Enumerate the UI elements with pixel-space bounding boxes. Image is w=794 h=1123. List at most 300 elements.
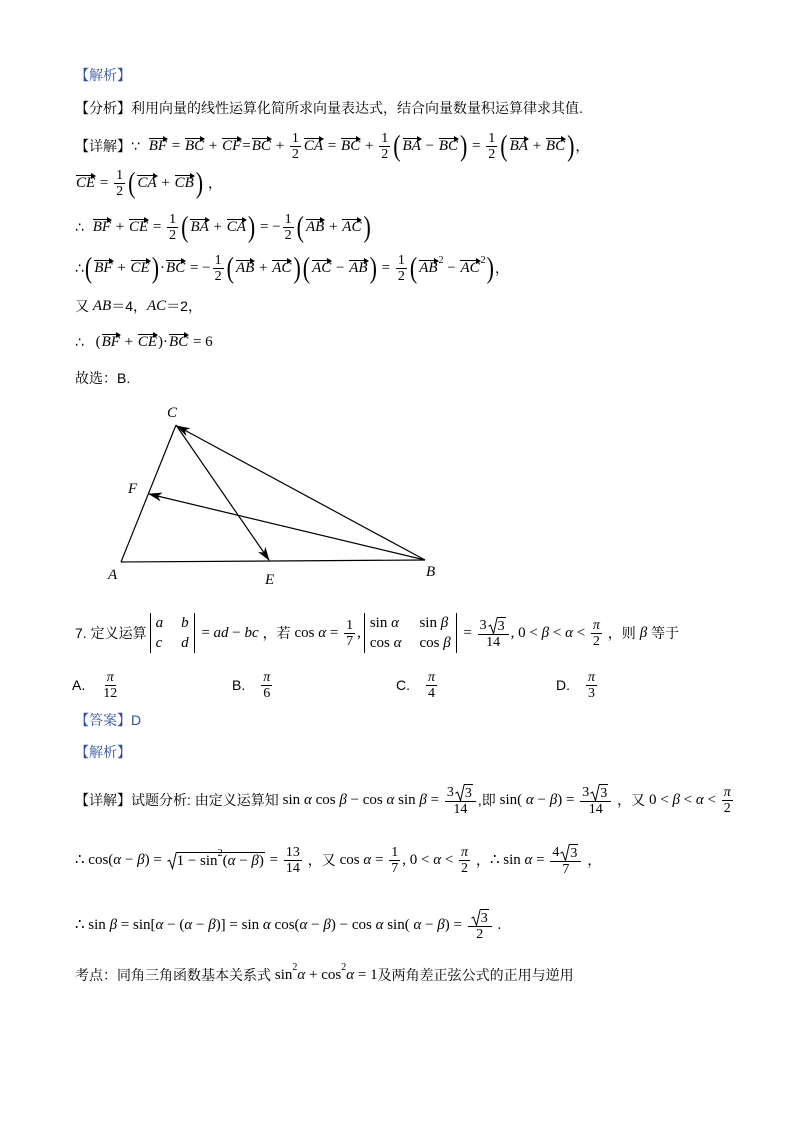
paren-close: ) <box>459 128 468 163</box>
paren-group <box>499 128 575 163</box>
math-italic: π <box>723 784 731 800</box>
math-symbol: + <box>120 334 137 350</box>
math-symbol: 1 <box>214 252 222 268</box>
radicand <box>480 909 489 926</box>
fraction-denominator <box>389 861 400 876</box>
superscript: 2 <box>341 962 347 973</box>
math-symbol: = <box>265 852 282 868</box>
math-italic: α <box>413 917 422 933</box>
vector: CE <box>128 219 149 235</box>
math-symbol: = <box>426 792 443 808</box>
section-heading-jiexi-2 <box>75 730 131 774</box>
math-symbol: ) = <box>444 917 466 933</box>
superscript: 2 <box>480 255 486 266</box>
vector: BA <box>509 138 528 154</box>
paren-group <box>127 165 204 200</box>
text-run: 又 <box>75 298 93 314</box>
math-italic: α <box>113 852 122 868</box>
math-symbol: − <box>235 852 252 869</box>
paren-open: ( <box>393 128 401 163</box>
fraction-denominator <box>261 686 272 701</box>
fraction-numerator <box>580 784 611 802</box>
math-italic: α <box>386 792 395 808</box>
paren-close: ) <box>567 128 575 163</box>
math-italic: α <box>565 625 573 641</box>
math-symbol: 1 <box>381 130 389 146</box>
paren-body <box>402 137 459 155</box>
math-symbol: + <box>325 219 342 235</box>
math-symbol: sin <box>419 615 441 631</box>
math-symbol: 7 <box>346 633 354 649</box>
math-italic: a <box>155 615 164 631</box>
math-italic: β <box>639 625 648 641</box>
text-run: 故选：B. <box>75 370 131 386</box>
text-run: ， <box>472 852 490 868</box>
math-symbol: = <box>326 625 343 641</box>
math-symbol: 6 <box>263 685 271 701</box>
math-symbol: = − <box>186 260 211 276</box>
math-symbol: 1 <box>397 252 405 268</box>
paren-body <box>305 218 362 236</box>
paren-open: ( <box>181 209 189 244</box>
math-symbol: = <box>377 260 394 276</box>
math-symbol: 2 <box>381 146 389 162</box>
fraction-numerator <box>426 670 437 686</box>
determinant-cell <box>156 633 164 653</box>
fraction-numerator <box>379 131 390 147</box>
math-symbol: = <box>96 175 113 191</box>
vector: BC <box>438 138 458 154</box>
fraction <box>213 253 224 284</box>
fraction-numerator <box>105 670 116 686</box>
math-symbol: ) <box>158 334 164 350</box>
math-italic: AB <box>92 298 112 314</box>
paren-body <box>418 255 486 277</box>
math-symbol: 2 <box>592 633 600 649</box>
fraction-numerator <box>486 131 497 147</box>
math-symbol: + <box>528 138 545 154</box>
math-symbol: 14 <box>285 860 300 876</box>
text-run: D. <box>556 677 570 693</box>
fraction <box>261 670 272 701</box>
determinant-cell <box>181 613 189 633</box>
fraction <box>580 784 611 817</box>
math-symbol: − <box>421 138 438 154</box>
text-run: 【解析】 <box>75 67 131 83</box>
paren-close: ) <box>293 250 301 285</box>
fraction <box>586 670 597 701</box>
paren-body <box>93 259 150 277</box>
paren-open: ( <box>302 250 311 285</box>
paren-open: ( <box>226 250 234 285</box>
math-symbol: < <box>572 625 589 641</box>
paren-close: ) <box>151 250 160 285</box>
square-root <box>488 617 506 634</box>
text-run: ∴ <box>75 334 96 350</box>
math-symbol: 1 <box>284 211 292 227</box>
text-run: 等于 <box>647 625 680 641</box>
math-symbol: + <box>271 138 288 154</box>
math-symbol: 2 <box>397 268 405 284</box>
fraction-denominator <box>213 269 224 284</box>
fraction <box>283 212 294 243</box>
math-symbol: , <box>357 625 361 641</box>
vector: BF <box>92 219 112 235</box>
vector: CE <box>130 260 150 276</box>
math-symbol: = <box>168 138 184 154</box>
math-symbol: + <box>205 138 222 154</box>
math-italic: α <box>262 917 271 933</box>
math-symbol: ∴ sin <box>75 917 110 933</box>
math-symbol: ) − cos <box>330 917 376 933</box>
math-italic: β <box>443 635 451 651</box>
math-italic: β <box>137 852 145 868</box>
math-symbol: 1 <box>346 617 354 633</box>
paren-close: ) <box>363 209 371 244</box>
math-symbol: 13 <box>285 844 300 860</box>
math-italic: β <box>549 792 558 808</box>
vector: AB <box>235 260 255 276</box>
math-symbol: = <box>197 625 214 641</box>
math-italic: π <box>106 669 114 685</box>
fraction-numerator <box>261 670 272 686</box>
math-symbol: 3 <box>464 785 472 801</box>
math-italic: bc <box>244 625 259 641</box>
math-symbol: + <box>255 260 272 276</box>
radical-sign-icon <box>455 784 465 801</box>
math-symbol: = <box>149 219 166 235</box>
math-symbol: 1 <box>391 844 399 860</box>
fraction <box>101 670 119 701</box>
math-symbol: 3 <box>446 784 454 800</box>
fraction-denominator <box>283 228 294 243</box>
fraction <box>478 617 509 650</box>
math-symbol: ∴ sin <box>489 852 525 868</box>
fraction <box>290 131 301 162</box>
math-symbol: − <box>421 917 438 933</box>
paren-open: ( <box>128 165 136 200</box>
math-symbol: − <box>121 852 138 868</box>
math-symbol: 1 <box>291 130 299 146</box>
cos-difference-step <box>75 838 601 882</box>
paren-close: ) <box>369 250 377 285</box>
math-italic: α <box>524 852 533 868</box>
point-label-f: F <box>128 481 138 497</box>
math-symbol: 2 <box>488 146 496 162</box>
fraction-denominator <box>396 269 407 284</box>
choice-c[interactable] <box>396 663 439 707</box>
text-run: 7. 定义运算 <box>75 625 147 641</box>
math-symbol: − ( <box>163 917 185 933</box>
vector: AC <box>272 260 292 276</box>
paren-open: ( <box>500 128 508 163</box>
vector-ce-arrow <box>176 425 269 560</box>
math-symbol: + <box>361 138 378 154</box>
math-italic: α <box>299 917 308 933</box>
math-italic: β <box>323 917 331 933</box>
math-italic: β <box>339 792 347 808</box>
determinant-cell <box>419 633 450 653</box>
fraction-numerator <box>586 670 597 686</box>
point-label-a: A <box>108 567 118 583</box>
fraction-numerator <box>396 253 407 269</box>
vector: BF <box>94 260 113 276</box>
math-italic: β <box>437 917 445 933</box>
vector: AB <box>419 260 438 276</box>
fraction-numerator <box>591 618 602 634</box>
math-symbol: 2 <box>291 146 299 162</box>
math-symbol: − <box>443 260 460 276</box>
fraction <box>284 845 302 876</box>
text-run: ，若 <box>258 625 295 641</box>
math-symbol: 3 <box>480 910 488 926</box>
math-italic: α <box>695 792 704 808</box>
determinant-cell <box>156 613 164 633</box>
choice-b[interactable] <box>232 663 274 707</box>
math-symbol: ) = <box>144 852 166 868</box>
math-symbol: = − <box>256 219 281 235</box>
vector: CF <box>222 138 242 154</box>
math-symbol: · <box>160 260 166 276</box>
triangle-vector-diagram <box>95 398 445 593</box>
vector: BC <box>251 138 271 154</box>
radicand <box>176 848 265 869</box>
math-italic: α <box>303 792 312 808</box>
fraction-numerator <box>284 845 302 861</box>
fraction-denominator <box>586 686 597 701</box>
math-italic: α <box>363 852 372 868</box>
vector: CA <box>137 175 157 191</box>
fraction-denominator <box>379 147 390 162</box>
vector: BA <box>402 138 421 154</box>
vector: BF <box>101 334 120 350</box>
math-symbol: < <box>549 625 566 641</box>
superscript: 2 <box>438 255 444 266</box>
vector: AC <box>312 260 332 276</box>
vector: AC <box>460 260 480 276</box>
radicand <box>464 784 473 801</box>
math-italic: α <box>184 917 193 933</box>
math-symbol: sin <box>282 792 304 808</box>
math-symbol: 14 <box>486 634 501 650</box>
text-run: C. <box>396 677 410 693</box>
question-7-stem <box>75 611 679 655</box>
math-symbol: 1 − sin <box>176 852 218 869</box>
paren-group <box>84 250 160 285</box>
fraction <box>114 168 125 199</box>
superscript: 2 <box>292 962 298 973</box>
fraction <box>167 212 178 243</box>
math-symbol: = 6 <box>189 334 213 350</box>
text-run: 及两角差正弦公式的正用与逆用 <box>377 967 574 983</box>
math-symbol: 2 <box>476 926 484 942</box>
fraction-numerator <box>550 844 581 862</box>
fraction-denominator <box>459 861 470 876</box>
text-run: ，则 <box>603 625 640 641</box>
fraction-denominator <box>451 802 469 817</box>
text-run: ∴ <box>75 219 92 235</box>
superscript: 2 <box>217 848 223 859</box>
paren-group <box>392 128 468 163</box>
radical-sign-icon <box>488 617 498 634</box>
paren-group <box>226 250 302 285</box>
radical-sign-icon <box>167 852 177 869</box>
fraction <box>445 784 476 817</box>
math-symbol: − <box>533 792 550 808</box>
math-symbol: 2 <box>461 860 469 876</box>
math-symbol: ( <box>95 334 101 350</box>
math-symbol: 1 <box>488 130 496 146</box>
radicand <box>497 617 506 634</box>
paren-body <box>136 174 194 192</box>
math-italic: α <box>346 967 355 983</box>
text-run: B. <box>232 677 246 693</box>
radical-sign-icon <box>471 909 481 926</box>
math-symbol: = <box>532 852 549 868</box>
vector: CA <box>303 138 324 154</box>
text-run: ＝4， <box>111 298 148 314</box>
text-run: ， <box>494 260 509 276</box>
fraction <box>379 131 390 162</box>
math-italic: π <box>428 669 436 685</box>
math-italic: β <box>419 792 427 808</box>
math-italic: α <box>375 917 384 933</box>
fraction <box>344 618 355 649</box>
math-symbol: 14 <box>588 801 603 817</box>
point-label-c: C <box>167 405 178 421</box>
math-symbol: cos <box>419 635 444 651</box>
text-run: ， <box>575 138 590 154</box>
fraction-denominator <box>344 634 355 649</box>
math-symbol: sin <box>369 615 392 631</box>
math-symbol: 0 < <box>648 792 673 808</box>
math-symbol: ∴ cos( <box>75 852 114 868</box>
vector: BC <box>184 138 205 154</box>
vector: AB <box>306 219 325 235</box>
fraction-numerator <box>478 617 509 635</box>
math-symbol: − <box>307 917 324 933</box>
text-run: 【解析】 <box>75 744 131 760</box>
determinant <box>364 613 457 653</box>
math-symbol: ) = <box>557 792 579 808</box>
square-root <box>590 784 608 801</box>
fraction-denominator <box>426 686 437 701</box>
paren-body <box>235 259 292 277</box>
math-symbol: + <box>112 219 128 235</box>
math-symbol: = <box>468 138 485 154</box>
math-italic: β <box>208 917 216 933</box>
math-italic: β <box>251 852 259 869</box>
radical-sign-icon <box>590 784 600 801</box>
paren-close: ) <box>195 165 204 200</box>
math-italic: π <box>263 669 271 685</box>
point-label-e: E <box>265 572 275 588</box>
knowledge-point <box>75 953 574 997</box>
math-symbol: 3 <box>497 618 505 634</box>
math-symbol: 2 <box>284 227 292 243</box>
vector: AC <box>342 219 362 235</box>
fraction-numerator <box>290 131 301 147</box>
math-symbol: 2 <box>214 268 222 284</box>
text-run: 【分析】利用向量的线性运算化简所求向量表达式，结合向量数量积运算律求其值. <box>75 100 583 116</box>
paren-close: ) <box>247 209 256 244</box>
fraction-denominator <box>290 147 301 162</box>
math-symbol: sin( <box>499 792 526 808</box>
math-italic: α <box>391 615 399 631</box>
math-symbol: cos <box>311 792 340 808</box>
math-symbol: 4 <box>428 685 435 701</box>
math-symbol: − <box>192 917 209 933</box>
text-run: 【详解】试题分析: 由定义运算知 <box>75 792 283 808</box>
math-symbol: − <box>332 260 349 276</box>
fraction-numerator <box>213 253 224 269</box>
determinant-cell <box>370 613 402 633</box>
detail-step-vector-sum <box>75 205 372 249</box>
fraction-numerator <box>114 168 125 184</box>
point-label-b: B <box>426 564 436 580</box>
fraction <box>459 845 470 876</box>
paren-group <box>302 250 378 285</box>
math-symbol: cos( <box>270 917 300 933</box>
fraction-denominator <box>560 862 571 877</box>
math-symbol: cos <box>294 625 319 641</box>
vector-bc-arrow <box>177 426 425 560</box>
math-symbol: = <box>242 138 251 154</box>
math-symbol: , 0 < <box>510 625 542 641</box>
math-italic: c <box>155 635 163 651</box>
edge-ab <box>121 560 425 562</box>
square-root <box>167 848 265 869</box>
math-symbol: − <box>228 625 245 641</box>
paren-group <box>180 209 256 244</box>
math-symbol: 3 <box>582 784 590 800</box>
math-symbol: 2 <box>169 227 177 243</box>
determinant-cell <box>181 633 189 653</box>
vector: AB <box>349 260 368 276</box>
fraction <box>468 909 492 942</box>
square-root <box>471 909 489 926</box>
choice-d[interactable] <box>556 663 599 707</box>
math-symbol: = <box>371 852 388 868</box>
detail-derivation <box>75 778 735 822</box>
vector: CA <box>226 219 246 235</box>
fraction-numerator <box>283 212 294 228</box>
math-italic: α <box>433 852 442 868</box>
fraction-denominator <box>167 228 178 243</box>
math-symbol: sin( <box>383 917 414 933</box>
vector: BF <box>148 138 168 154</box>
fraction-numerator <box>389 845 400 861</box>
math-italic: d <box>181 635 189 651</box>
paren-body <box>311 259 368 277</box>
math-italic: α <box>227 852 236 869</box>
vector: BC <box>545 138 566 154</box>
math-symbol: 3 <box>479 617 487 633</box>
fraction-numerator <box>459 845 470 861</box>
math-italic: α <box>318 625 327 641</box>
fraction-denominator <box>591 634 602 649</box>
fraction-denominator <box>587 802 605 817</box>
math-symbol: < <box>679 792 696 808</box>
math-italic: π <box>588 669 596 685</box>
math-symbol: + <box>157 175 174 191</box>
fraction-denominator <box>474 927 485 942</box>
math-italic: AC <box>147 298 167 314</box>
math-symbol: + <box>209 219 226 235</box>
math-symbol: − cos <box>346 792 387 808</box>
answer-selection <box>75 356 130 400</box>
math-symbol: ( <box>222 852 228 869</box>
